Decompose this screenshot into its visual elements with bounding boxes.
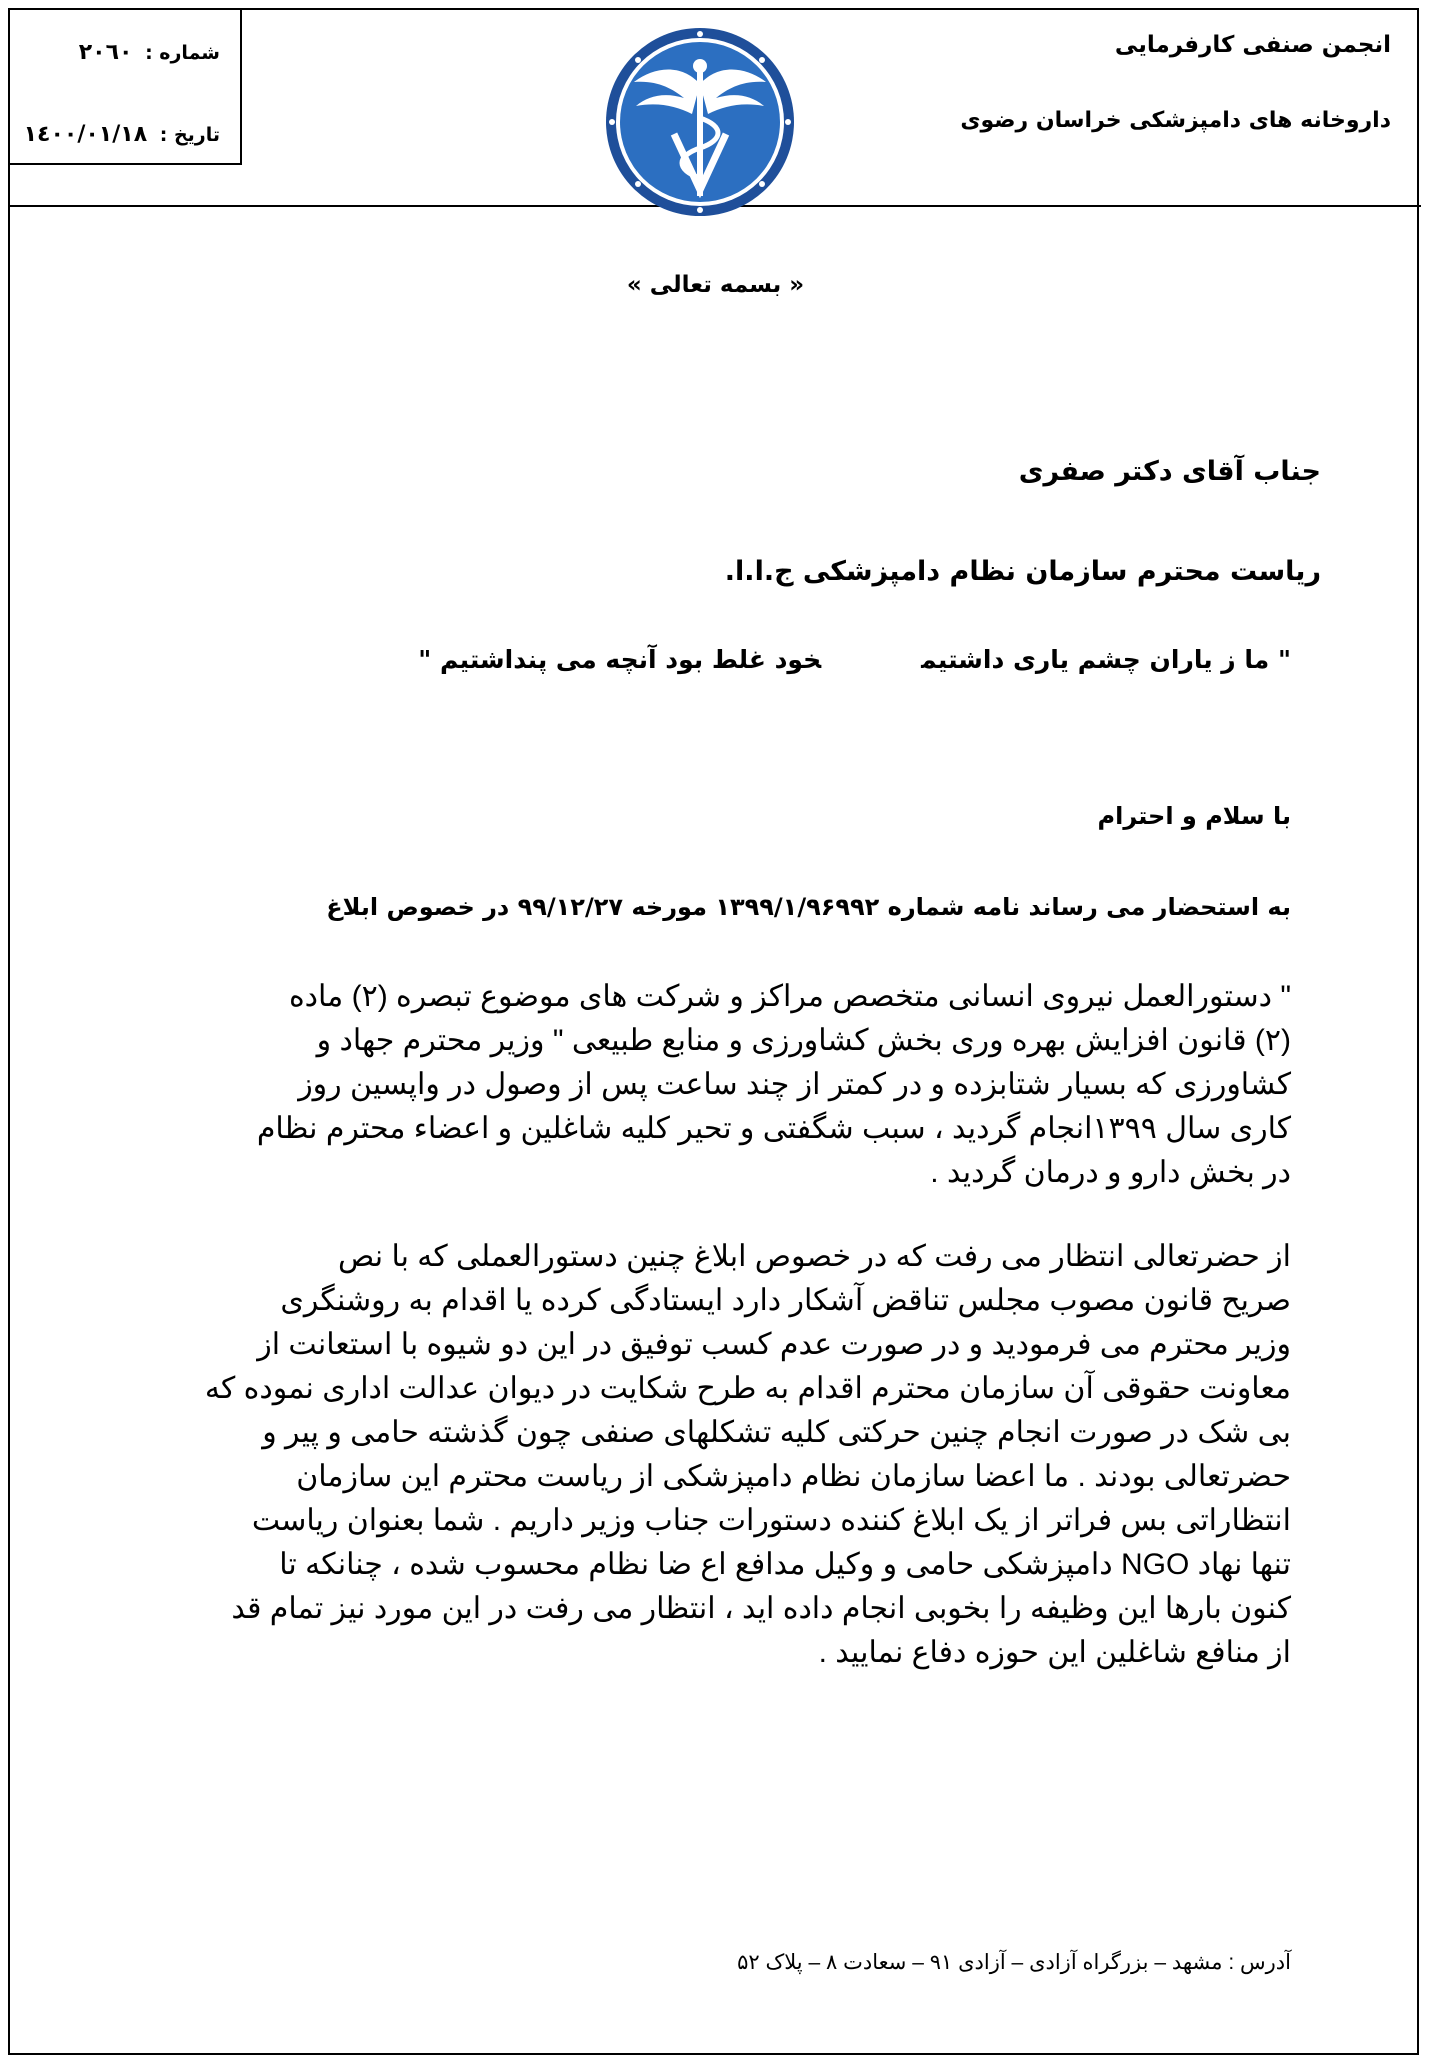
organization-subtitle: داروخانه های دامپزشکی خراسان رضوی [960, 108, 1391, 133]
reference-box [8, 8, 242, 165]
poem-hemistich-2: خود غلط بود آنچه می پنداشتیم " [418, 645, 822, 674]
recipient-position: ریاست محترم سازمان نظام دامپزشکی ج.ا.ا. [724, 556, 1321, 587]
invocation-heading: « بسمه تعالی » [626, 272, 805, 298]
footer-address: آدرس : مشهد – بزرگراه آزادی – آزادی ۹۱ – سعادت ۸ – پلاک ۵۲ [737, 1951, 1291, 1974]
veterinary-caduceus-logo-icon [600, 22, 800, 222]
organization-name: انجمن صنفی کارفرمایی [1114, 32, 1391, 58]
recipient-name: جناب آقای دکتر صفری [1018, 456, 1321, 487]
letter-date [24, 122, 220, 147]
number-label: شماره : [145, 42, 220, 64]
date-value: ۱٤۰۰/۰۱/۱۸ [23, 122, 148, 147]
body-paragraph-1: " دستورالعمل نیروی انسانی متخصص مراکز و شرکت های موضوع تبصره (۲) ماده (۲) قانون افزایش بهره وری بخش کشاورزی و منابع طبیعی " وزیر محترم جهاد و کشاورزی که بسیار شتابزده و در کمتر از چند ساعت پس از وصول در واپسین روز کاری سال ۱۳۹۹انجام گردید ، سبب شگفتی و تحیر کلیه شاغلین و اعضاء محترم نظام در بخش دارو و درمان گردید . [256, 980, 1291, 1189]
date-label: تاریخ : [159, 124, 220, 146]
greeting-line: با سلام و احترام [1097, 802, 1291, 830]
body-paragraph-2: از حضرتعالی انتظار می رفت که در خصوص ابلاغ چنین دستورالعملی که با نص صریح قانون مصوب مجلس تناقض آشکار دارد ایستادگی کرده یا اقدام به روشنگری وزیر محترم می فرمودید و در صورت عدم کسب توفیق در این دو شیوه با استعانت از معاونت حقوقی آن سازمان محترم اقدام به طرح شکایت در دیوان عدالت اداری نموده که بی شک در صورت انجام چنین حرکتی کلیه تشکلهای صنفی چون گذشته حامی و پیر و حضرتعالی بودند . ما اعضا سازمان نظام دامپزشکی از ریاست محترم این سازمان انتظاراتی بس فراتر از یک ابلاغ کننده دستورات جناب وزیر داریم . شما بعنوان ریاست تنها نهاد NGO دامپزشکی حامی و وکیل مدافع اع ضا نظام محسوب شده ، چنانکه تا کنون بارها این وظیفه را بخوبی انجام داده اید ، انتظار می رفت در این مورد نیز تمام قد از منافع شاغلین این حوزه دفاع نمایید . [204, 1240, 1291, 1669]
poem-verse [418, 645, 1291, 674]
number-value: ۲۰٦۰ [78, 40, 133, 65]
poem-hemistich-1: " ما ز یاران چشم یاری داشتیم [921, 645, 1291, 674]
intro-line: به استحضار می رساند نامه شماره ۱۳۹۹/۱/۹۶۹۹۲ مورخه ۹۹/۱۲/۲۷ در خصوص ابلاغ [326, 893, 1291, 921]
letter-number [79, 40, 220, 65]
